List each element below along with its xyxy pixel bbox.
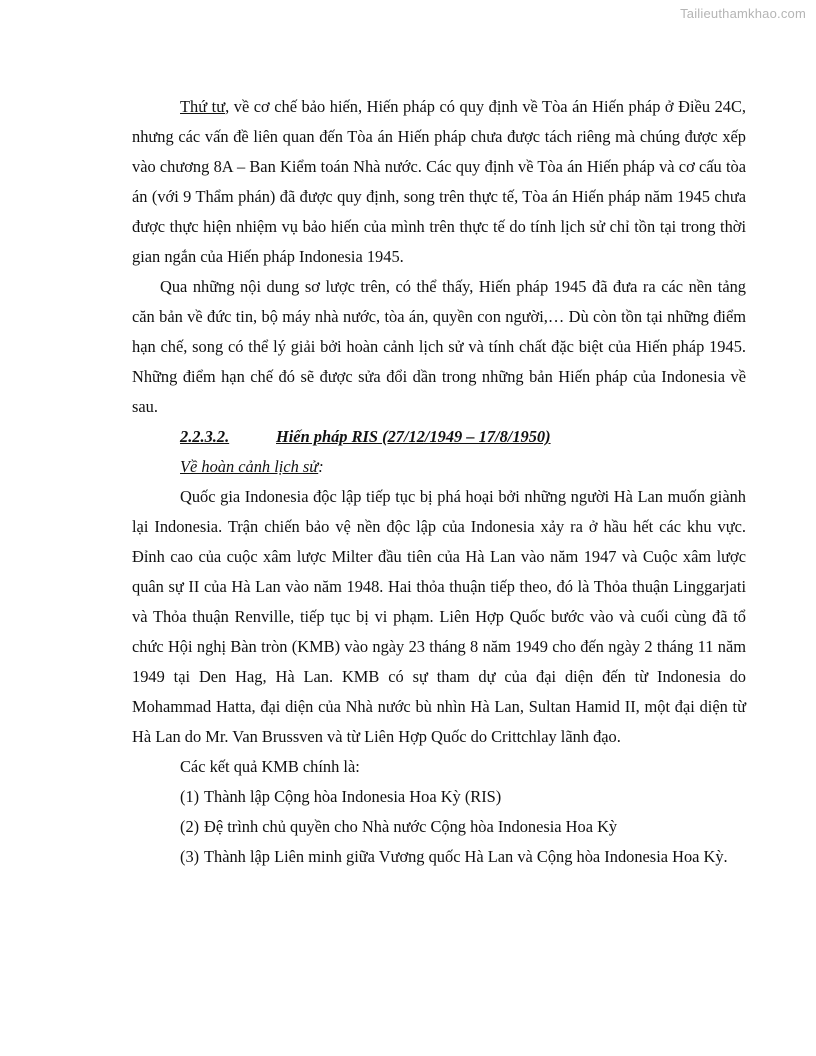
section-title: Hiến pháp RIS (27/12/1949 – 17/8/1950) <box>276 427 551 446</box>
watermark-text: Tailieuthamkhao.com <box>680 6 806 21</box>
section-heading <box>132 422 746 452</box>
list-item-text: Thành lập Cộng hòa Indonesia Hoa Kỳ (RIS) <box>204 787 502 806</box>
paragraph-constitutional-court <box>132 92 746 272</box>
list-item <box>180 782 746 812</box>
subheading <box>180 452 746 482</box>
subheading-text: Về hoàn cảnh lịch sử <box>180 457 319 476</box>
list-item-text: Đệ trình chủ quyền cho Nhà nước Cộng hòa Indonesia Hoa Kỳ <box>204 817 618 836</box>
list-item-number: (2) <box>180 817 200 836</box>
document-page <box>132 92 746 872</box>
list-item-number: (1) <box>180 787 200 806</box>
list-item <box>180 812 746 842</box>
paragraph-lead-word: Thứ tư <box>180 97 226 116</box>
list-item-number: (3) <box>180 847 200 866</box>
paragraph-history: Quốc gia Indonesia độc lập tiếp tục bị phá hoại bởi những người Hà Lan muốn giành lại Indonesia. Trận chiến bảo vệ nền độc lập của Indonesia xảy ra ở hầu hết các khu vực. Đỉnh cao của cuộc xâm lược Milter đầu tiên của Hà Lan vào năm 1947 và Cuộc xâm lược quân sự II của Hà Lan vào năm 1948. Hai thỏa thuận tiếp theo, đó là Thỏa thuận Linggarjati và Thỏa thuận Renville, tiếp tục bị vi phạm. Liên Hợp Quốc bước vào và cuối cùng đã tổ chức Hội nghị Bàn tròn (KMB) vào ngày 23 tháng 8 năm 1949 cho đến ngày 2 tháng 11 năm 1949 tại Den Hag, Hà Lan. KMB có sự tham dự của đại diện đến từ Indonesia do Mohammad Hatta, đại diện của Nhà nước bù nhìn Hà Lan, Sultan Hamid II, một đại diện từ Hà Lan do Mr. Van Brussven và từ Liên Hợp Quốc do Crittchlay lãnh đạo. <box>132 487 746 746</box>
paragraph-summary: Qua những nội dung sơ lược trên, có thể thấy, Hiến pháp 1945 đã đưa ra các nền tảng căn bản về đức tin, bộ máy nhà nước, tòa án, quyền con người,… Dù còn tồn tại những điểm hạn chế, song có thể lý giải bởi hoàn cảnh lịch sử và tính chất đặc biệt của Hiến pháp 1945. Những điểm hạn chế đó sẽ được sửa đổi dần trong những bản Hiến pháp của Indonesia về sau. <box>132 277 746 416</box>
section-number: 2.2.3.2. <box>180 427 230 446</box>
paragraph-body: , về cơ chế bảo hiến, Hiến pháp có quy định về Tòa án Hiến pháp ở Điều 24C, nhưng các vấn đề liên quan đến Tòa án Hiến pháp chưa được tách riêng mà chúng được xếp vào chương 8A – Ban Kiểm toán Nhà nước. Các quy định về Tòa án Hiến pháp và cơ cấu tòa án (với 9 Thẩm phán) đã được quy định, song trên thực tế, Tòa án Hiến pháp năm 1945 chưa được thực hiện nhiệm vụ bảo hiến của mình trên thực tế do tính lịch sử chỉ tồn tại trong thời gian ngắn của Hiến pháp Indonesia 1945. <box>132 97 746 266</box>
list-intro: Các kết quả KMB chính là: <box>180 757 360 776</box>
subheading-colon: : <box>318 457 324 476</box>
list-item <box>180 842 746 872</box>
list-item-text: Thành lập Liên minh giữa Vương quốc Hà Lan và Cộng hòa Indonesia Hoa Kỳ. <box>204 847 728 866</box>
